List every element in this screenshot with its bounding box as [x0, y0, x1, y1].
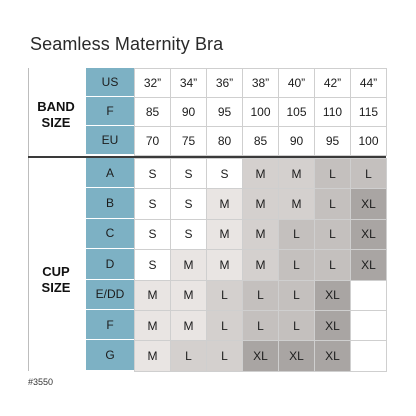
band-size-cell: 70 [134, 126, 171, 156]
empty-cell [350, 280, 387, 311]
band-size-cell: 44” [350, 68, 387, 98]
cup-size-cell: S [134, 158, 171, 189]
cup-size-cell: S [134, 188, 171, 219]
band-size-cell: 115 [350, 97, 387, 127]
cup-size-cell: L [278, 219, 315, 250]
cup-size-cell: S [170, 219, 207, 250]
band-size-cell: 100 [350, 126, 387, 156]
cup-size-cell: M [278, 158, 315, 189]
band-size-cell: 40” [278, 68, 315, 98]
cup-row-header: A [86, 158, 134, 188]
cup-size-cell: L [242, 280, 279, 311]
band-size-cell: 85 [242, 126, 279, 156]
cup-size-cell: M [170, 310, 207, 341]
band-size-label-line2: SIZE [41, 115, 71, 130]
cup-size-cell: S [170, 188, 207, 219]
band-size-cell: 32” [134, 68, 171, 98]
cup-row-header: F [86, 310, 134, 340]
band-row-header: EU [86, 126, 134, 155]
cup-size-label-line2: SIZE [41, 280, 71, 295]
cup-size-cell: L [206, 340, 243, 371]
cup-size-cell: XL [350, 249, 387, 280]
cup-size-label-line1: CUP [42, 264, 70, 279]
cup-size-cell: L [278, 310, 315, 341]
cup-size-cell: L [278, 280, 315, 311]
cup-size-cell: M [170, 249, 207, 280]
cup-size-cell: L [314, 158, 351, 189]
cup-size-cell: L [314, 188, 351, 219]
cup-row-header: G [86, 340, 134, 370]
cup-size-cell: XL [314, 340, 351, 371]
band-size-cell: 75 [170, 126, 207, 156]
band-size-cell: 34” [170, 68, 207, 98]
cup-size-cell: M [170, 280, 207, 311]
band-size-cell: 105 [278, 97, 315, 127]
chart-title: Seamless Maternity Bra [30, 34, 224, 54]
cup-size-cell: M [242, 219, 279, 250]
size-chart-table [28, 68, 386, 371]
cup-size-cell: XL [350, 188, 387, 219]
band-size-cell: 100 [242, 97, 279, 127]
cup-size-cell: XL [242, 340, 279, 371]
band-size-label-line1: BAND [37, 99, 75, 114]
empty-cell [350, 340, 387, 371]
cup-size-cell: M [134, 310, 171, 341]
cup-size-cell: M [242, 158, 279, 189]
cup-size-cell: XL [314, 280, 351, 311]
style-number: #3550 [28, 377, 54, 387]
band-size-cell: 110 [314, 97, 351, 127]
cup-size-cell: XL [278, 340, 315, 371]
cup-size-cell: L [206, 310, 243, 341]
cup-row-header: D [86, 249, 134, 279]
band-size-label [28, 99, 84, 131]
cup-size-cell: M [278, 188, 315, 219]
band-size-cell: 38” [242, 68, 279, 98]
cup-size-cell: S [134, 219, 171, 250]
cup-size-cell: L [170, 340, 207, 371]
band-size-cell: 95 [314, 126, 351, 156]
cup-size-cell: S [134, 249, 171, 280]
cup-size-cell: L [206, 280, 243, 311]
cup-size-cell: L [242, 310, 279, 341]
cup-size-cell: L [350, 158, 387, 189]
cup-row-header: E/DD [86, 280, 134, 310]
cup-size-cell: S [206, 158, 243, 189]
cup-row-header: B [86, 188, 134, 218]
cup-size-cell: L [278, 249, 315, 280]
cup-size-label [28, 264, 84, 296]
band-left-border [28, 68, 29, 156]
cup-size-cell: M [242, 188, 279, 219]
band-row-header: US [86, 68, 134, 97]
cup-size-cell: M [134, 340, 171, 371]
cup-size-cell: XL [314, 310, 351, 341]
cup-size-cell: M [206, 249, 243, 280]
band-size-cell: 90 [278, 126, 315, 156]
cup-row-header: C [86, 219, 134, 249]
empty-cell [350, 310, 387, 341]
band-size-cell: 80 [206, 126, 243, 156]
band-size-cell: 90 [170, 97, 207, 127]
band-size-cell: 85 [134, 97, 171, 127]
cup-size-cell: M [206, 219, 243, 250]
cup-size-cell: L [314, 219, 351, 250]
cup-size-cell: M [242, 249, 279, 280]
cup-size-cell: S [170, 158, 207, 189]
cup-left-border [28, 158, 29, 371]
cup-size-cell: M [206, 188, 243, 219]
band-row-header: F [86, 97, 134, 126]
cup-size-cell: L [314, 249, 351, 280]
cup-size-cell: M [134, 280, 171, 311]
band-size-cell: 36” [206, 68, 243, 98]
cup-size-cell: XL [350, 219, 387, 250]
band-size-cell: 42” [314, 68, 351, 98]
band-size-cell: 95 [206, 97, 243, 127]
